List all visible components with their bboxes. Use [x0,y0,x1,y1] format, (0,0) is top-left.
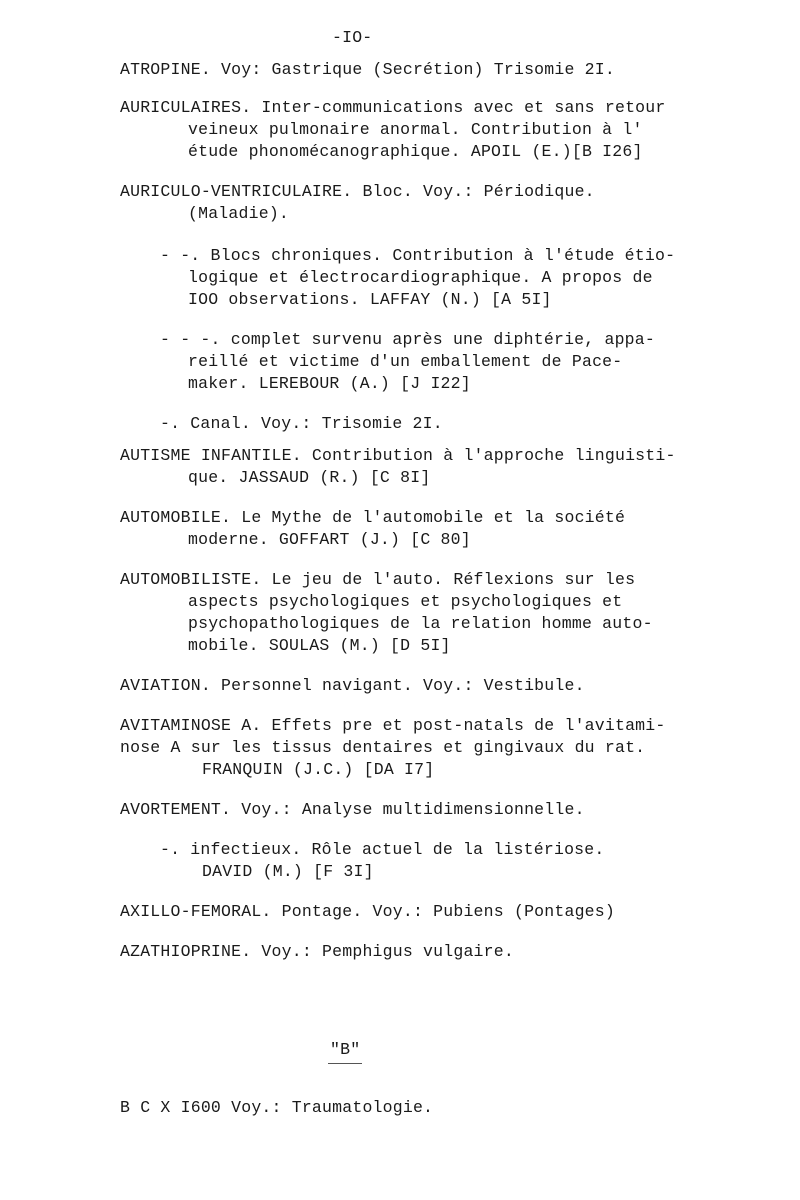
entry-avitaminose-line-1: AVITAMINOSE A. Effets pre et post-natals de l'avitami- [120,716,666,735]
entry-automobile-line-1: AUTOMOBILE. Le Mythe de l'automobile et la société [120,508,626,527]
entry-auriculo-ventriculaire-line-1: AURICULO-VENTRICULAIRE. Bloc. Voy.: Périodique. [120,182,595,201]
entry-avitaminose-line-2: nose A sur les tissus dentaires et gingivaux du rat. [120,738,646,757]
entry-complet-line-3: maker. LEREBOUR (A.) [J I22] [188,374,471,393]
entry-automobile-line-2: moderne. GOFFART (J.) [C 80] [188,530,471,549]
entry-autisme-line-1: AUTISME INFANTILE. Contribution à l'approche linguisti- [120,446,676,465]
entry-auriculaires-line-2: veineux pulmonaire anormal. Contribution à l' [188,120,643,139]
entry-automobiliste-line-2: aspects psychologiques et psychologiques et [188,592,623,611]
section-heading-b: "B" [330,1040,361,1059]
entry-axillo-femoral-line-1: AXILLO-FEMORAL. Pontage. Voy.: Pubiens (Pontages) [120,902,615,921]
entry-auriculo-ventriculaire-line-2: (Maladie). [188,204,290,223]
entry-bcx1600-line-1: B C X I600 Voy.: Traumatologie. [120,1098,434,1117]
entry-azathioprine-line-1: AZATHIOPRINE. Voy.: Pemphigus vulgaire. [120,942,514,961]
entry-blocs-chroniques-line-1: - -. Blocs chroniques. Contribution à l'étude étio- [160,246,676,265]
entry-blocs-chroniques-line-2: logique et électrocardiographique. A propos de [188,268,653,287]
entry-complet-line-2: reillé et victime d'un emballement de Pace- [188,352,623,371]
entry-auriculaires-line-3: étude phonomécanographique. APOIL (E.)[B I26] [188,142,643,161]
entry-automobiliste-line-4: mobile. SOULAS (M.) [D 5I] [188,636,451,655]
page-number: -IO- [332,28,373,47]
entry-infectieux-line-2: DAVID (M.) [F 3I] [202,862,374,881]
entry-aviation-line-1: AVIATION. Personnel navigant. Voy.: Vestibule. [120,676,585,695]
entry-infectieux-line-1: -. infectieux. Rôle actuel de la listériose. [160,840,605,859]
entry-autisme-line-2: que. JASSAUD (R.) [C 8I] [188,468,431,487]
entry-canal-line-1: -. Canal. Voy.: Trisomie 2I. [160,414,443,433]
entry-automobiliste-line-3: psychopathologiques de la relation homme auto- [188,614,653,633]
section-heading-underline [328,1063,362,1064]
entry-atropine-line-1: ATROPINE. Voy: Gastrique (Secrétion) Trisomie 2I. [120,60,615,79]
entry-auriculaires-line-1: AURICULAIRES. Inter-communications avec et sans retour [120,98,666,117]
entry-avitaminose-line-3: FRANQUIN (J.C.) [DA I7] [202,760,435,779]
entry-automobiliste-line-1: AUTOMOBILISTE. Le jeu de l'auto. Réflexions sur les [120,570,636,589]
entry-blocs-chroniques-line-3: IOO observations. LAFFAY (N.) [A 5I] [188,290,552,309]
entry-complet-line-1: - - -. complet survenu après une diphtérie, appa- [160,330,655,349]
entry-avortement-line-1: AVORTEMENT. Voy.: Analyse multidimensionnelle. [120,800,585,819]
